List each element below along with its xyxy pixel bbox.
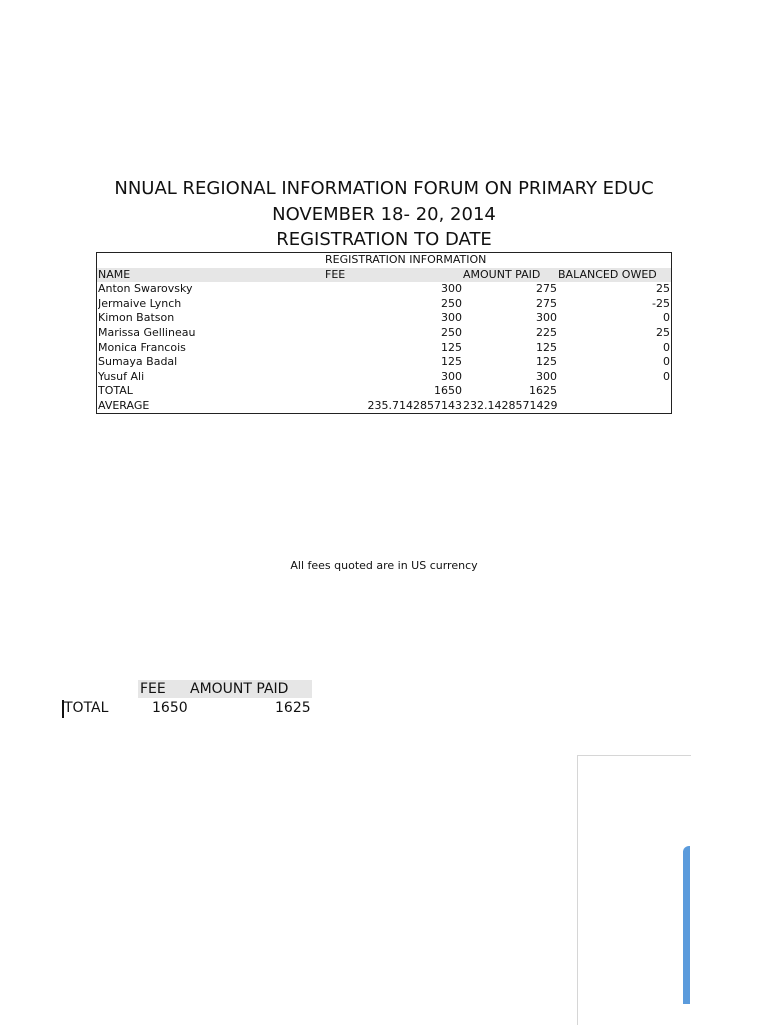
- cell-fee: 125: [441, 355, 462, 369]
- summary-paid-label: AMOUNT PAID: [190, 681, 289, 697]
- cell-fee: 250: [441, 325, 462, 339]
- scrollbar-thumb[interactable]: [683, 846, 690, 1004]
- cell-balance-owed: -25: [652, 296, 670, 310]
- table-row: [97, 297, 671, 312]
- title-line-subtitle: REGISTRATION TO DATE: [276, 229, 492, 250]
- currency-note: All fees quoted are in US currency: [290, 559, 478, 572]
- summary-paid-value: 1625: [275, 700, 311, 716]
- cell-balance-owed: 0: [663, 340, 670, 354]
- summary-fee-value: 1650: [152, 700, 188, 716]
- side-panel: [577, 755, 691, 1025]
- table-row: [97, 282, 671, 297]
- cell-fee: 250: [441, 296, 462, 310]
- table-row: [97, 311, 671, 326]
- title-line-dates: NOVEMBER 18- 20, 2014: [272, 204, 496, 225]
- registration-table: [96, 252, 672, 414]
- title-line-event: NNUAL REGIONAL INFORMATION FORUM ON PRIMARY EDUC: [114, 178, 654, 199]
- cell-fee: 235.7142857143: [367, 398, 462, 412]
- column-header-fee: FEE: [325, 267, 346, 281]
- column-header-name: NAME: [98, 267, 131, 281]
- cell-fee: 300: [441, 369, 462, 383]
- cell-amount-paid: 1625: [529, 384, 557, 398]
- summary-header: [138, 680, 312, 698]
- cell-name: Anton Swarovsky: [98, 282, 193, 296]
- cell-amount-paid: 125: [536, 355, 557, 369]
- group-header-row: [97, 253, 671, 268]
- cell-name: Jermaive Lynch: [98, 296, 182, 310]
- cell-name: Kimon Batson: [98, 311, 175, 325]
- cell-fee: 300: [441, 311, 462, 325]
- column-header-amount-paid: AMOUNT PAID: [463, 267, 541, 281]
- cell-name: AVERAGE: [98, 398, 150, 412]
- table-row: [97, 341, 671, 356]
- group-header: REGISTRATION INFORMATION: [325, 253, 487, 266]
- cell-balance-owed: 25: [656, 282, 670, 296]
- table-row: [97, 370, 671, 385]
- table-row: [97, 384, 671, 399]
- table-row: [97, 355, 671, 370]
- cell-name: Marissa Gellineau: [98, 325, 196, 339]
- cell-name: Sumaya Badal: [98, 355, 178, 369]
- summary-total-row[interactable]: [62, 700, 312, 718]
- column-header-row: [97, 268, 671, 283]
- cell-amount-paid: 275: [536, 282, 557, 296]
- cell-name: Monica Francois: [98, 340, 186, 354]
- cell-fee: 300: [441, 282, 462, 296]
- cell-amount-paid: 300: [536, 311, 557, 325]
- cell-fee: 1650: [434, 384, 462, 398]
- table-row: [97, 326, 671, 341]
- cell-balance-owed: 0: [663, 369, 670, 383]
- summary-total-label: TOTAL: [64, 700, 109, 716]
- cell-balance-owed: 0: [663, 355, 670, 369]
- cell-name: Yusuf Ali: [98, 369, 145, 383]
- cell-fee: 125: [441, 340, 462, 354]
- cell-amount-paid: 125: [536, 340, 557, 354]
- column-header-balance-owed: BALANCED OWED: [558, 267, 657, 281]
- cell-amount-paid: 232.1428571429: [463, 398, 558, 412]
- summary-fee-label: FEE: [140, 681, 166, 697]
- table-row: [97, 399, 671, 414]
- cell-amount-paid: 225: [536, 325, 557, 339]
- cell-amount-paid: 300: [536, 369, 557, 383]
- cell-amount-paid: 275: [536, 296, 557, 310]
- cell-name: TOTAL: [98, 384, 133, 398]
- cell-balance-owed: 25: [656, 325, 670, 339]
- cell-balance-owed: 0: [663, 311, 670, 325]
